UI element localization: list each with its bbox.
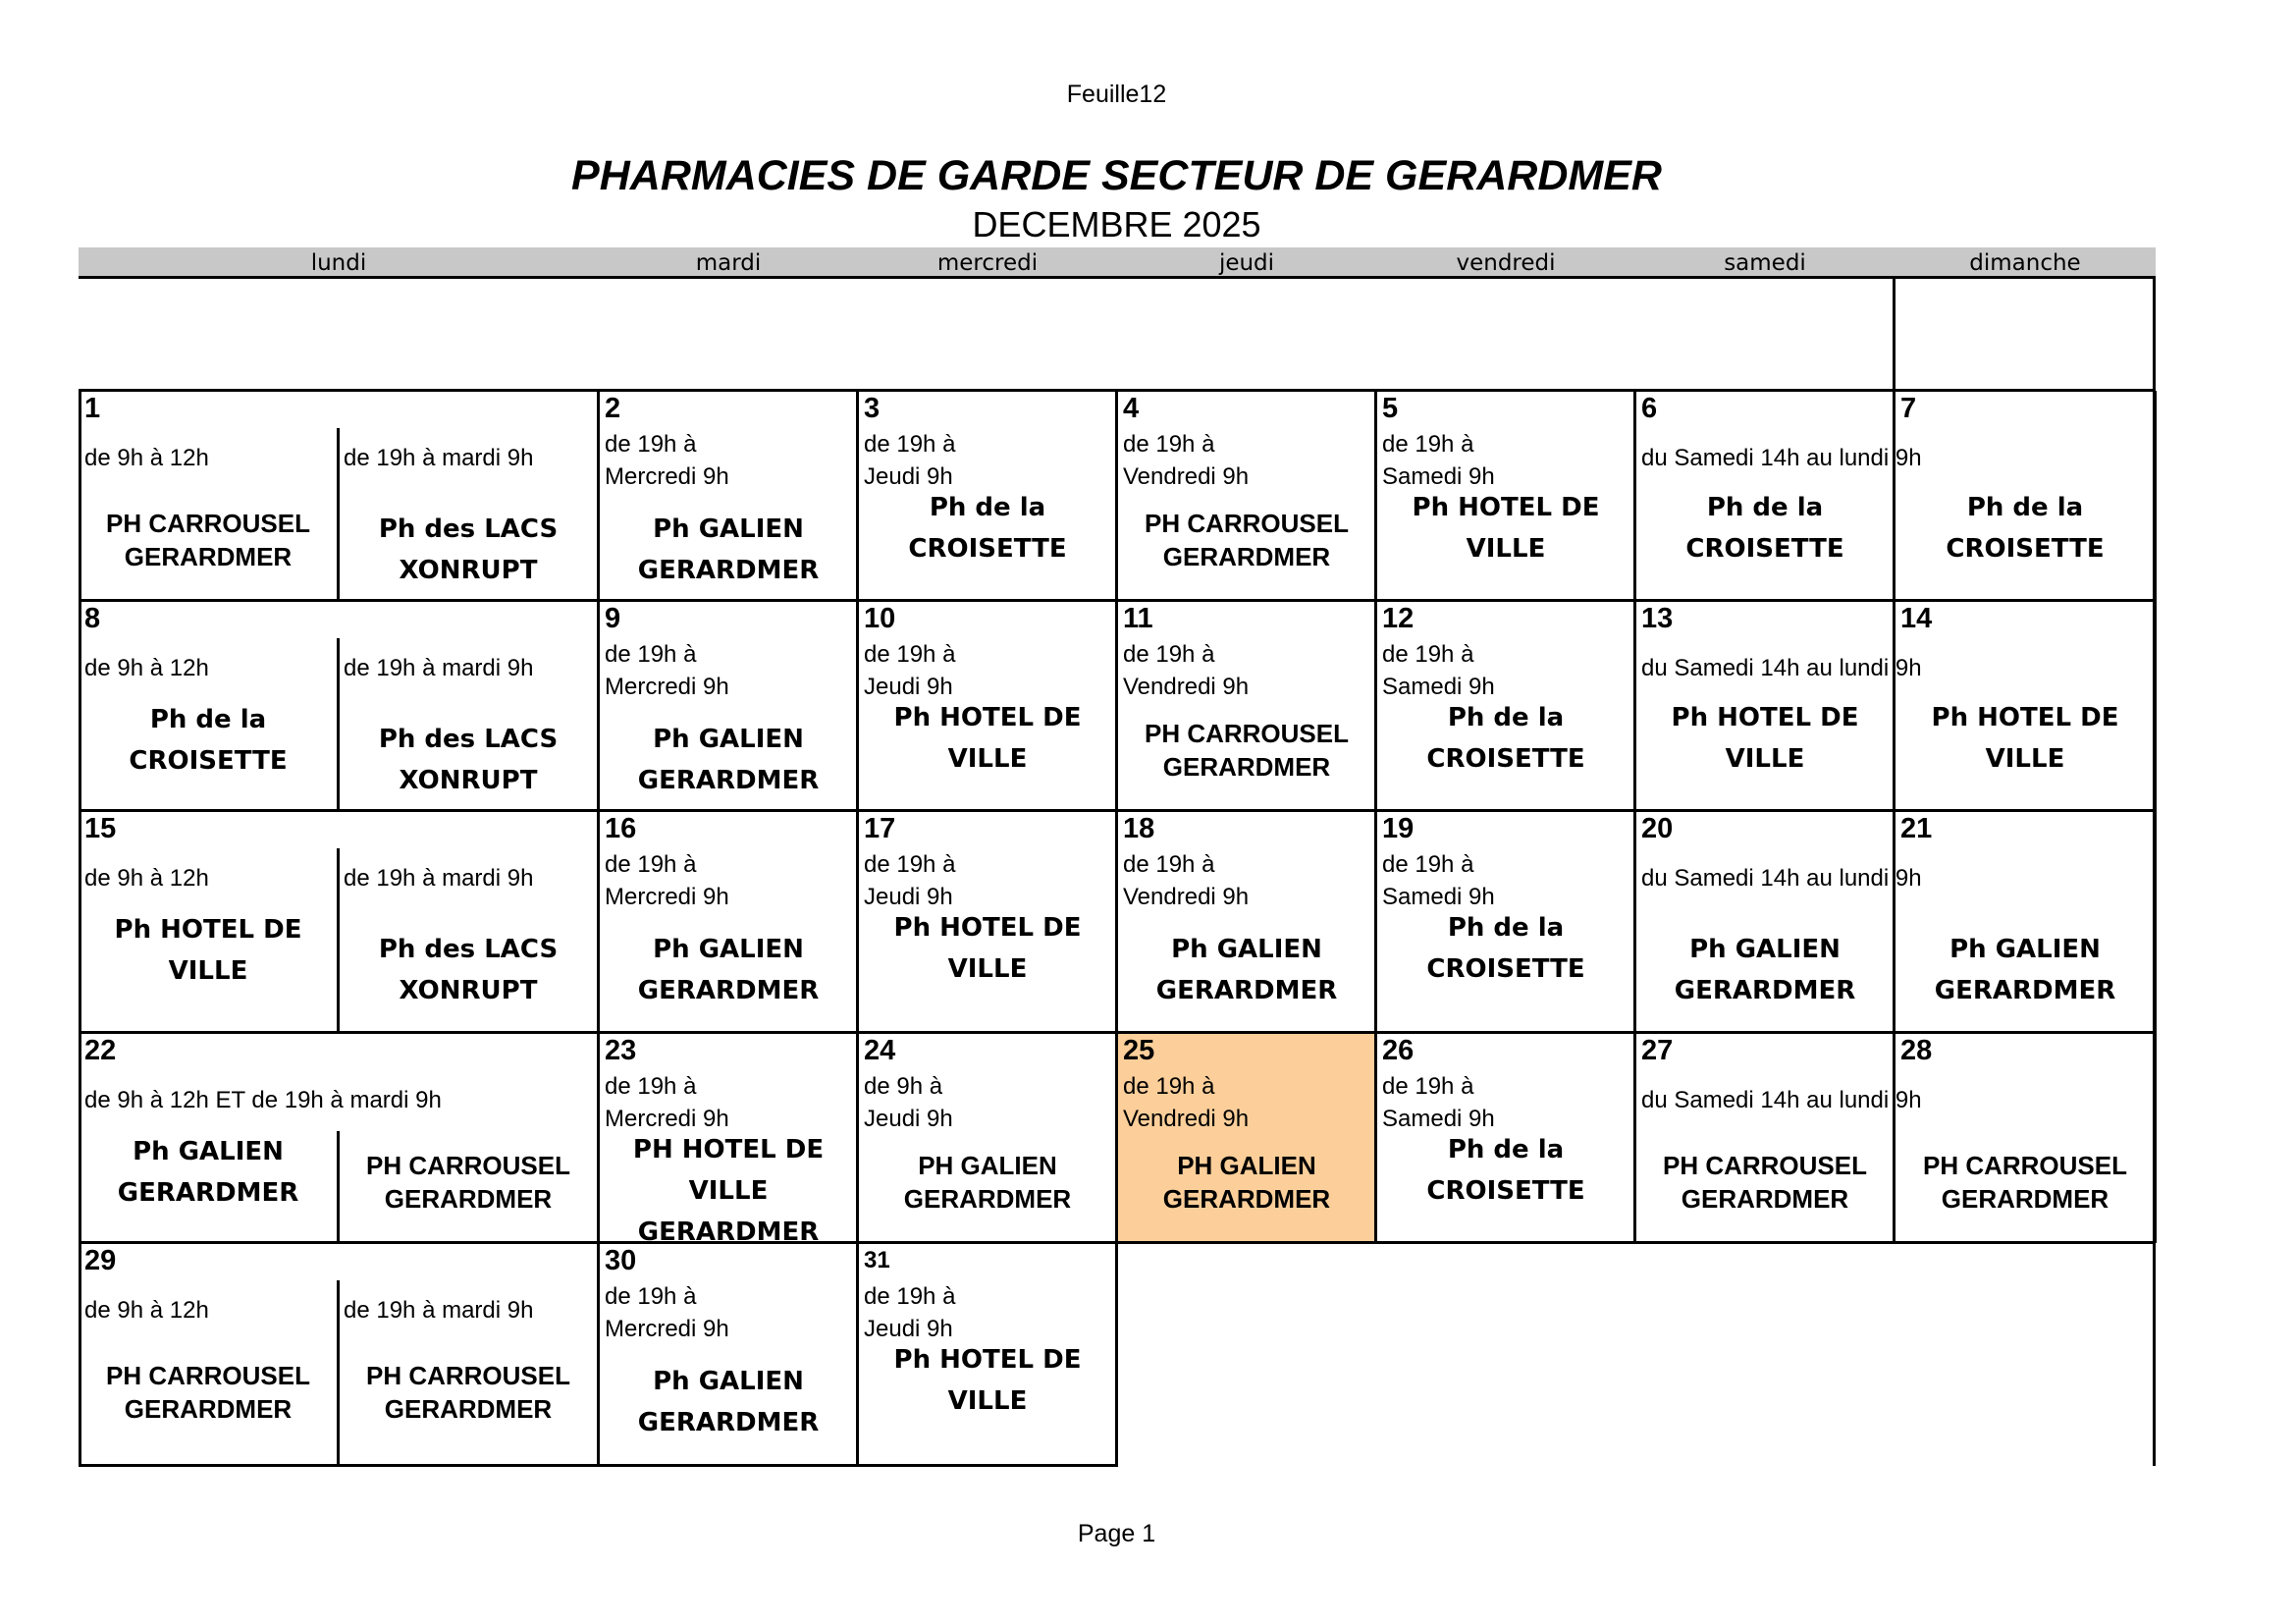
pharmacy-name-line: Ph GALIEN bbox=[1949, 935, 2101, 964]
pharmacy-name bbox=[338, 929, 599, 1011]
sheet-name: Feuille12 bbox=[1066, 81, 1167, 108]
pharmacy-name-line: PH HOTEL DE bbox=[632, 1135, 825, 1164]
cell-wednesday bbox=[858, 1033, 1117, 1243]
weekday-thursday: jeudi bbox=[1218, 250, 1275, 276]
pharmacy-name-line: PH GALIEN bbox=[1177, 1151, 1316, 1180]
cell-friday bbox=[1376, 1033, 1635, 1243]
day-number: 6 bbox=[1641, 393, 1658, 424]
pharmacy-name bbox=[1635, 929, 1895, 1011]
pharmacy-name bbox=[599, 1361, 858, 1443]
hours-text: Jeudi 9h bbox=[864, 884, 953, 910]
cell-weekend bbox=[1635, 601, 2156, 811]
cell-thursday bbox=[1117, 601, 1376, 811]
hours-text: Samedi 9h bbox=[1382, 674, 1495, 700]
pharmacy-name-line: GERARDMER bbox=[637, 976, 820, 1005]
pharmacy-name-line: Ph GALIEN bbox=[653, 725, 804, 754]
day-number: 5 bbox=[1382, 393, 1399, 424]
pharmacy-name-line: VILLE bbox=[947, 744, 1028, 774]
hours-text: Mercredi 9h bbox=[605, 674, 729, 700]
hours-text: de 19h à mardi 9h bbox=[344, 445, 534, 471]
pharmacy-name-line: PH CARROUSEL bbox=[1922, 1151, 2127, 1180]
hours-text: de 9h à 12h bbox=[84, 655, 209, 681]
pharmacy-name-line: Ph HOTEL DE bbox=[893, 1345, 1082, 1375]
hours-text: de 19h à bbox=[1382, 431, 1474, 458]
pharmacy-name-line: Ph HOTEL DE bbox=[114, 915, 302, 945]
pharmacy-name bbox=[1635, 487, 1895, 569]
pharmacy-name-line: PH CARROUSEL bbox=[105, 509, 310, 538]
pharmacy-name-line: Ph de la bbox=[1447, 913, 1565, 943]
pharmacy-name bbox=[599, 1129, 858, 1243]
pharmacy-name-line: GERARDMER bbox=[637, 556, 820, 585]
day-number: 7 bbox=[1900, 393, 1917, 424]
cell-tuesday bbox=[599, 391, 858, 601]
hours-text: de 19h à bbox=[605, 851, 697, 878]
day-number: 21 bbox=[1900, 813, 1933, 844]
hours-text: de 9h à 12h bbox=[84, 865, 209, 892]
hours-text: de 19h à mardi 9h bbox=[344, 1297, 534, 1324]
pharmacy-name-line: GERARDMER bbox=[1934, 976, 2116, 1005]
hours-text: du Samedi 14h au lundi 9h bbox=[1641, 1087, 1922, 1113]
day-number: 4 bbox=[1123, 393, 1140, 424]
hours-text: de 19h à bbox=[864, 431, 956, 458]
pharmacy-name-line: PH CARROUSEL bbox=[365, 1151, 570, 1180]
hours-text: Jeudi 9h bbox=[864, 1316, 953, 1342]
pharmacy-name-line: Ph GALIEN bbox=[653, 1367, 804, 1396]
pharmacy-name bbox=[858, 487, 1117, 569]
grid-line-v bbox=[1893, 279, 1896, 391]
pharmacy-name-line: Ph GALIEN bbox=[133, 1137, 284, 1166]
day-number: 30 bbox=[605, 1245, 637, 1276]
pharmacy-name-line: CROISETTE bbox=[1685, 534, 1844, 564]
pharmacy-name bbox=[1117, 717, 1376, 784]
weekday-saturday: samedi bbox=[1724, 250, 1806, 276]
hours-text: du Samedi 14h au lundi 9h bbox=[1641, 445, 1922, 471]
pharmacy-name bbox=[1117, 507, 1376, 573]
day-number: 18 bbox=[1123, 813, 1155, 844]
cell-weekend bbox=[1635, 1033, 2156, 1243]
hours-text: de 9h à bbox=[864, 1073, 943, 1100]
cell-friday bbox=[1376, 811, 1635, 1033]
pharmacy-name-line: Ph de la bbox=[1447, 703, 1565, 732]
hours-text: Vendredi 9h bbox=[1123, 1106, 1250, 1132]
hours-text: Jeudi 9h bbox=[864, 674, 953, 700]
pharmacy-name-line: CROISETTE bbox=[1946, 534, 2105, 564]
hours-text: Jeudi 9h bbox=[864, 1106, 953, 1132]
cell-wednesday bbox=[858, 601, 1117, 811]
pharmacy-name-line: Ph des LACS bbox=[378, 725, 559, 754]
hours-text: Mercredi 9h bbox=[605, 884, 729, 910]
day-number: 9 bbox=[605, 603, 621, 634]
cell-tuesday bbox=[599, 1033, 858, 1243]
cell-monday bbox=[79, 1243, 599, 1466]
hours-text: Mercredi 9h bbox=[605, 1316, 729, 1342]
pharmacy-name-line: VILLE bbox=[947, 1386, 1028, 1416]
hours-text: de 19h à bbox=[605, 1283, 697, 1310]
pharmacy-name bbox=[858, 697, 1117, 780]
hours-text: Mercredi 9h bbox=[605, 463, 729, 490]
pharmacy-name-line: Ph GALIEN bbox=[653, 935, 804, 964]
hours-text: Vendredi 9h bbox=[1123, 463, 1250, 490]
hours-text: Mercredi 9h bbox=[605, 1106, 729, 1132]
hours-text: de 19h à bbox=[605, 641, 697, 668]
pharmacy-name-line: Ph GALIEN bbox=[1171, 935, 1322, 964]
pharmacy-name-line: PH CARROUSEL bbox=[105, 1361, 310, 1390]
hours-text: de 19h à bbox=[605, 431, 697, 458]
pharmacy-name-line: Ph de la bbox=[1706, 493, 1824, 522]
pharmacy-name-line: GERARDMER bbox=[384, 1394, 553, 1424]
pharmacy-name bbox=[338, 1149, 599, 1216]
hours-text: de 19h à bbox=[864, 1283, 956, 1310]
weekday-sunday: dimanche bbox=[1969, 250, 2081, 276]
cell-wednesday bbox=[858, 391, 1117, 601]
pharmacy-name-line: GERARDMER bbox=[1162, 752, 1331, 782]
pharmacy-name-line: GERARDMER bbox=[1941, 1184, 2109, 1214]
day-number: 26 bbox=[1382, 1035, 1415, 1066]
day-number: 17 bbox=[864, 813, 896, 844]
day-number: 31 bbox=[864, 1247, 890, 1273]
pharmacy-name bbox=[338, 1359, 599, 1426]
hours-text: Vendredi 9h bbox=[1123, 674, 1250, 700]
pharmacy-name-line: VILLE bbox=[1725, 744, 1805, 774]
pharmacy-name bbox=[1635, 697, 1895, 780]
page-title: PHARMACIES DE GARDE SECTEUR DE GERARDMER bbox=[571, 152, 1662, 199]
cell-thursday bbox=[1117, 391, 1376, 601]
day-number: 13 bbox=[1641, 603, 1674, 634]
day-number: 8 bbox=[84, 603, 101, 634]
pharmacy-name bbox=[1895, 697, 2156, 780]
cell-monday bbox=[79, 601, 599, 811]
cell-weekend bbox=[1635, 391, 2156, 601]
cell-tuesday bbox=[599, 811, 858, 1033]
hours-text: de 19h à bbox=[1382, 1073, 1474, 1100]
pharmacy-name-line: XONRUPT bbox=[399, 766, 538, 795]
pharmacy-name-line: Ph de la bbox=[1966, 493, 2084, 522]
pharmacy-name bbox=[599, 719, 858, 801]
pharmacy-name-line: Ph des LACS bbox=[378, 514, 559, 544]
pharmacy-name-line: PH GALIEN bbox=[918, 1151, 1057, 1180]
pharmacy-name-line: CROISETTE bbox=[908, 534, 1067, 564]
weekday-wednesday: mercredi bbox=[936, 250, 1039, 276]
pharmacy-name-line: GERARDMER bbox=[637, 1408, 820, 1437]
pharmacy-name bbox=[1376, 697, 1635, 780]
hours-text: de 19h à mardi 9h bbox=[344, 865, 534, 892]
day-number: 25 bbox=[1123, 1035, 1155, 1066]
pharmacy-name-line: GERARDMER bbox=[1674, 976, 1856, 1005]
pharmacy-name-line: Ph HOTEL DE bbox=[893, 913, 1082, 943]
pharmacy-name-line: Ph GALIEN bbox=[653, 514, 804, 544]
pharmacy-name-line: Ph HOTEL DE bbox=[893, 703, 1082, 732]
pharmacy-name-line: GERARDMER bbox=[384, 1184, 553, 1214]
day-number: 12 bbox=[1382, 603, 1415, 634]
day-number: 11 bbox=[1123, 603, 1153, 634]
pharmacy-name bbox=[79, 507, 338, 573]
hours-text: de 9h à 12h bbox=[84, 1297, 209, 1324]
pharmacy-name bbox=[1117, 1149, 1376, 1216]
pharmacy-name bbox=[79, 699, 338, 782]
cell-wednesday bbox=[858, 1243, 1117, 1466]
pharmacy-name-line: VILLE bbox=[1985, 744, 2065, 774]
day-number: 28 bbox=[1900, 1035, 1933, 1066]
calendar-grid bbox=[79, 279, 2156, 1466]
weekday-friday: vendredi bbox=[1456, 250, 1556, 276]
hours-text: de 19h à bbox=[1123, 851, 1215, 878]
hours-text: Vendredi 9h bbox=[1123, 884, 1250, 910]
pharmacy-name bbox=[1895, 1149, 2156, 1216]
pharmacy-name-line: VILLE bbox=[947, 954, 1028, 984]
day-number: 27 bbox=[1641, 1035, 1674, 1066]
page-footer: Page 1 bbox=[1077, 1520, 1156, 1547]
pharmacy-name-line: Ph HOTEL DE bbox=[1671, 703, 1859, 732]
pharmacy-name-line: Ph de la bbox=[929, 493, 1046, 522]
day-number: 1 bbox=[84, 393, 101, 424]
pharmacy-name bbox=[338, 719, 599, 801]
day-number: 2 bbox=[605, 393, 621, 424]
day-number: 10 bbox=[864, 603, 896, 634]
pharmacy-name-line: PH CARROUSEL bbox=[365, 1361, 570, 1390]
pharmacy-name bbox=[79, 909, 338, 992]
pharmacy-name bbox=[1895, 487, 2156, 569]
hours-text: de 19h à bbox=[605, 1073, 697, 1100]
pharmacy-name-line: Ph HOTEL DE bbox=[1412, 493, 1600, 522]
pharmacy-name-line: GERARDMER bbox=[903, 1184, 1072, 1214]
pharmacy-name-line: GERARDMER bbox=[124, 542, 293, 571]
pharmacy-name bbox=[338, 509, 599, 591]
pharmacy-name-line: GERARDMER bbox=[124, 1394, 293, 1424]
pharmacy-name bbox=[599, 929, 858, 1011]
hours-text: de 19h à mardi 9h bbox=[344, 655, 534, 681]
weekday-monday: lundi bbox=[310, 250, 367, 276]
hours-text: de 19h à bbox=[864, 641, 956, 668]
pharmacy-name bbox=[1376, 907, 1635, 990]
hours-text: Samedi 9h bbox=[1382, 463, 1495, 490]
pharmacy-name-line: XONRUPT bbox=[399, 556, 538, 585]
cell-tuesday bbox=[599, 1243, 858, 1466]
pharmacy-name bbox=[858, 1149, 1117, 1216]
hours-text: du Samedi 14h au lundi 9h bbox=[1641, 865, 1922, 892]
hours-text: Jeudi 9h bbox=[864, 463, 953, 490]
pharmacy-name bbox=[1895, 929, 2156, 1011]
pharmacy-name-line: PH CARROUSEL bbox=[1144, 719, 1349, 748]
hours-text: du Samedi 14h au lundi 9h bbox=[1641, 655, 1922, 681]
day-number: 22 bbox=[84, 1035, 117, 1066]
cell-monday bbox=[79, 1033, 599, 1243]
pharmacy-name-line: GERARDMER bbox=[1681, 1184, 1849, 1214]
cell-thursday bbox=[1117, 1033, 1376, 1243]
day-number: 16 bbox=[605, 813, 637, 844]
pharmacy-name bbox=[1635, 1149, 1895, 1216]
pharmacy-name-line: Ph HOTEL DE bbox=[1931, 703, 2119, 732]
hours-text: de 19h à bbox=[1123, 641, 1215, 668]
weekday-header bbox=[79, 247, 2156, 279]
hours-text: de 19h à bbox=[1382, 851, 1474, 878]
hours-text: de 9h à 12h bbox=[84, 445, 209, 471]
pharmacy-name-line: CROISETTE bbox=[1426, 1176, 1585, 1206]
cell-friday bbox=[1376, 601, 1635, 811]
pharmacy-name-line: CROISETTE bbox=[129, 746, 288, 776]
hours-text: de 19h à bbox=[1123, 1073, 1215, 1100]
hours-text: de 9h à 12h ET de 19h à mardi 9h bbox=[84, 1087, 442, 1113]
pharmacy-name-line: Ph de la bbox=[1447, 1135, 1565, 1164]
cell-monday bbox=[79, 811, 599, 1033]
pharmacy-name-line: PH CARROUSEL bbox=[1662, 1151, 1867, 1180]
pharmacy-name-line: CROISETTE bbox=[1426, 744, 1585, 774]
day-number: 14 bbox=[1900, 603, 1933, 634]
pharmacy-name-line: GERARDMER bbox=[117, 1178, 299, 1208]
cell-tuesday bbox=[599, 601, 858, 811]
cell-weekend bbox=[1635, 811, 2156, 1033]
hours-text: Samedi 9h bbox=[1382, 884, 1495, 910]
pharmacy-name-line: Ph de la bbox=[149, 705, 267, 734]
cell-thursday bbox=[1117, 811, 1376, 1033]
pharmacy-name-line: XONRUPT bbox=[399, 976, 538, 1005]
pharmacy-name-line: GERARDMER bbox=[1162, 1184, 1331, 1214]
pharmacy-name bbox=[858, 1339, 1117, 1422]
page-subtitle: DECEMBRE 2025 bbox=[972, 204, 1261, 244]
day-number: 24 bbox=[864, 1035, 896, 1066]
pharmacy-name bbox=[1117, 929, 1376, 1011]
pharmacy-name-line: GERARDMER bbox=[637, 766, 820, 795]
cell-friday bbox=[1376, 391, 1635, 601]
weekday-tuesday: mardi bbox=[695, 250, 762, 276]
pharmacy-name-line: VILLE bbox=[1466, 534, 1546, 564]
day-number: 23 bbox=[605, 1035, 637, 1066]
pharmacy-name-line: CROISETTE bbox=[1426, 954, 1585, 984]
pharmacy-name bbox=[1376, 1129, 1635, 1212]
pharmacy-name bbox=[79, 1131, 338, 1214]
pharmacy-name-line: PH CARROUSEL bbox=[1144, 509, 1349, 538]
pharmacy-name-line: VILLE bbox=[168, 956, 248, 986]
pharmacy-name bbox=[1376, 487, 1635, 569]
hours-text: de 19h à bbox=[864, 851, 956, 878]
hours-text: de 19h à bbox=[1382, 641, 1474, 668]
pharmacy-name-line: VILLE bbox=[688, 1176, 769, 1206]
pharmacy-name-line: Ph GALIEN bbox=[1689, 935, 1841, 964]
pharmacy-name-line: GERARDMER bbox=[637, 1218, 820, 1243]
pharmacy-name bbox=[79, 1359, 338, 1426]
day-number: 20 bbox=[1641, 813, 1674, 844]
pharmacy-name-line: Ph des LACS bbox=[378, 935, 559, 964]
hours-text: de 19h à bbox=[1123, 431, 1215, 458]
hours-text: Samedi 9h bbox=[1382, 1106, 1495, 1132]
day-number: 3 bbox=[864, 393, 881, 424]
pharmacy-name bbox=[858, 907, 1117, 990]
cell-wednesday bbox=[858, 811, 1117, 1033]
pharmacy-name-line: GERARDMER bbox=[1155, 976, 1338, 1005]
day-number: 29 bbox=[84, 1245, 117, 1276]
day-number: 19 bbox=[1382, 813, 1415, 844]
day-number: 15 bbox=[84, 813, 117, 844]
cell-monday bbox=[79, 391, 599, 601]
pharmacy-name-line: GERARDMER bbox=[1162, 542, 1331, 571]
pharmacy-name bbox=[599, 509, 858, 591]
